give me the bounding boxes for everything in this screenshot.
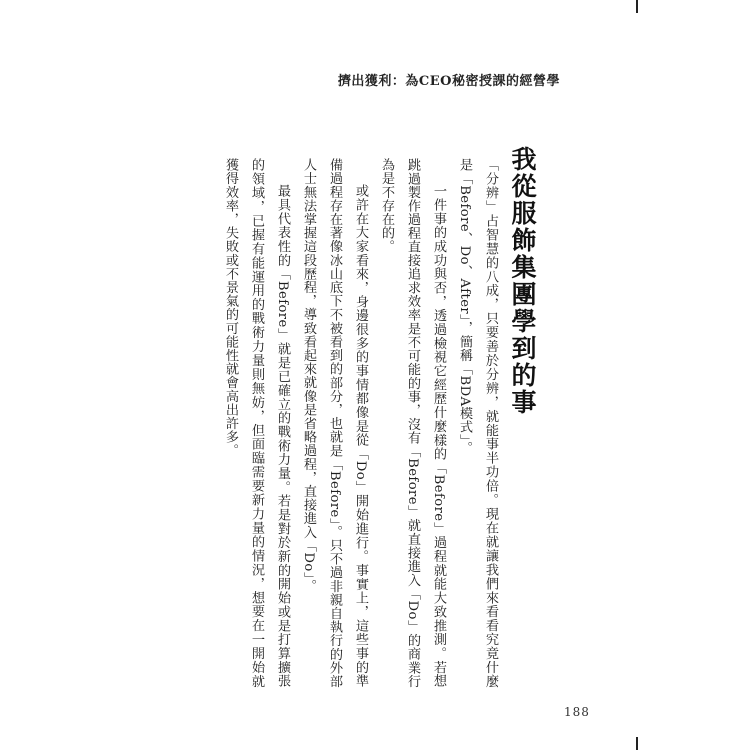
paragraph-2: 一件事的成功與否，透過檢視它經歷什麼樣的「Before」過程就能大致推測。若想跳過製作過程直接追求效率是不可能的事，沒有「Before」就直接進入「Do」的商業行為是不存在的。	[379, 158, 446, 688]
page-number: 188	[564, 705, 590, 719]
crop-mark-top-right	[636, 0, 638, 13]
paragraph-3: 或許在大家看來，身邊很多的事情都像是從「Do」開始進行。事實上，這些事的準備過程存在著像冰山底下不被看到的部分，也就是「Before」。只不過非親自執行的外部人士無法掌握這段歷程，導致看起來就像是省略過程，直接進入「Do」。	[301, 158, 368, 688]
paragraph-1: 「分辨」占智慧的八成，只要善於分辨，就能事半功倍。現在就讓我們來看看究竟什麼是「Before、Do、After」，簡稱「BDA模式」。	[457, 158, 498, 688]
paragraph-4: 最具代表性的「Before」就是已確立的戰術力量。若是對於新的開始或是打算擴張的領域，已握有能運用的戰術力量則無妨，但面臨需要新力量的情況，想要在一開始就獲得效率，失敗或不景氣的可能性就會高出許多。	[223, 158, 290, 688]
running-head: 擠出獲利：為CEO秘密授課的經營學	[337, 74, 560, 89]
crop-mark-bottom-right	[636, 737, 638, 750]
chapter-title: 我從服飾集團學到的事	[508, 146, 537, 416]
body-text	[188, 158, 503, 688]
